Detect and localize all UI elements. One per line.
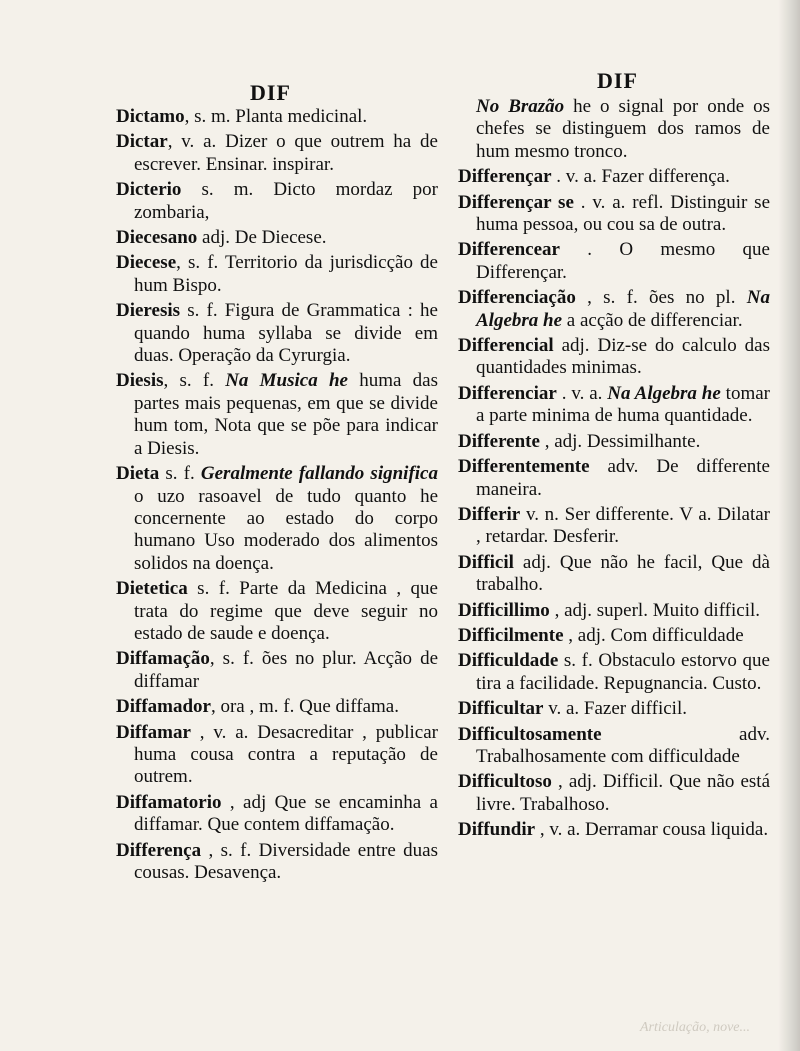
entry-definition: , s. f. ões no plur. Acção de diffamar [134,648,438,692]
entry-headword: Diffamatorio [116,791,222,813]
entry-headword: Differençar [458,166,552,188]
dictionary-entry [458,456,770,501]
entry-headword: Dieresis [116,300,181,322]
entry-definition: adv. De differente maneira. [476,456,770,500]
entry-headword: Differenciar [458,382,557,404]
dictionary-entry [116,370,438,460]
entry-definition: , adj. Difficil. Que não está livre. Trabalhoso. [476,771,770,815]
entry-headword: Diecese [116,252,177,274]
left-running-head: DIF [250,80,291,105]
entry-headword: Differenciação [458,287,576,309]
entry-grammar: , s. f. ões no pl. [575,287,747,309]
left-column [116,106,438,887]
dictionary-entry [116,131,438,176]
entry-definition: , v. a. Desacreditar , publicar huma cousa contra a reputação de outrem. [134,721,438,788]
entry-headword: Difficuldade [458,650,559,672]
entry-headword: Difficultosamente [458,723,602,745]
entry-definition: , s. f. Diversidade entre duas cousas. Desavença. [134,839,438,883]
entry-headword: Difficilmente [458,624,564,646]
entry-definition: s. m. Dicto mordaz por zombaria, [134,179,438,223]
entry-italic-gloss: Geralmente fallando significa [200,463,438,485]
dictionary-entry [458,625,770,647]
entry-definition: s. f. Figura de Grammatica : he quando huma syllaba se divide em duas. Operação da Cyrurgia. [134,300,438,367]
dictionary-entry [458,166,770,188]
entry-grammar: . v. a. [556,382,608,404]
entry-headword: Diffamação [116,648,210,670]
dictionary-entry [458,600,770,622]
page-gutter-shadow [778,0,800,1051]
entry-headword: Dieta [116,463,160,485]
entry-headword: Diffamar [116,721,191,743]
entry-headword: Differencear [458,239,560,261]
entry-headword: Diffamador [116,696,211,718]
entry-headword: Differença [116,839,202,861]
dictionary-entry [116,463,438,575]
dictionary-entry [458,383,770,428]
entry-italic-gloss: Na Musica he [225,370,348,392]
entry-headword: Difficillimo [458,599,550,621]
entry-definition: , v. a. Dizer o que outrem ha de escrever. Ensinar. inspirar. [134,131,438,175]
entry-grammar: , s. f. [163,370,226,392]
entry-definition: , v. a. Derramar cousa liquida. [535,819,769,841]
entry-definition: adj. Diz-se do calculo das quantidades minimas. [476,335,770,379]
dictionary-entry [116,792,438,837]
entry-definition: v. a. Fazer difficil. [543,698,687,720]
dictionary-entry [116,300,438,367]
dictionary-entry [116,252,438,297]
entry-headword: Dicterio [116,179,182,201]
dictionary-entry [458,335,770,380]
entry-definition: . v. a. refl. Distinguir se huma pessoa, ou cou sa de outra. [476,191,770,236]
dictionary-entry [116,227,438,249]
entry-headword: Difficultoso [458,771,552,793]
entry-definition: . O mesmo que Differençar. [476,239,770,283]
dictionary-entry [458,96,770,163]
entry-definition: , ora , m. f. Que diffama. [210,696,399,718]
entry-definition: he o signal por onde os chefes se distinguem dos ramos de hum mesmo tronco. [476,96,770,162]
entry-definition: , adj Que se encaminha a diffamar. Que contem diffamação. [134,791,438,836]
entry-headword: Differentemente [458,456,590,478]
entry-definition: adj. Que não he facil, Que dà trabalho. [476,551,770,596]
dictionary-entry [458,771,770,816]
right-running-head: DIF [597,68,638,93]
dictionary-entry [116,106,438,128]
entry-definition: v. n. Ser differente. V a. Dilatar , retardar. Desferir. [476,503,770,548]
entry-italic-gloss: Na Algebra he [476,287,770,331]
entry-headword: Differir [458,503,521,525]
dictionary-entry [458,287,770,332]
entry-headword: Dictamo [116,106,185,127]
entry-headword: Differente [458,430,540,452]
entry-definition: adj. De Diecese. [197,227,327,249]
bleed-through-text: Articulação, nove... [640,1020,751,1035]
dictionary-entry [116,722,438,789]
entry-definition: . v. a. Fazer differença. [551,166,730,188]
entry-definition: a acção de differenciar. [562,309,743,331]
entry-definition: o uzo rasoavel de tudo quanto he concernente ao estado do corpo humano Uso moderado dos alimentos solidos na doença. [134,485,438,574]
entry-headword: Diecesano [116,227,198,249]
entry-headword: Diesis [116,370,164,392]
entry-definition: adv. Trabalhosamente com difficuldade [476,723,770,767]
dictionary-entry [458,650,770,695]
entry-headword: Differencial [458,335,554,357]
entry-headword: Differençar se [458,191,574,213]
entry-definition: , adj. superl. Muito difficil. [549,599,761,621]
entry-headword: Difficil [458,551,514,573]
right-column [458,96,770,845]
dictionary-entry [116,840,438,885]
entry-definition: s. f. Obstaculo estorvo que tira a facilidade. Repugnancia. Custo. [476,650,770,694]
dictionary-entry [116,179,438,224]
entry-definition: , s. f. Territorio da jurisdicção de hum Bispo. [134,252,438,296]
entry-italic-gloss: Na Algebra he [607,382,721,404]
entry-grammar: s. f. [159,463,201,485]
entry-headword: Dietetica [116,578,188,600]
dictionary-entry [458,431,770,453]
dictionary-entry [458,698,770,720]
entry-headword: Difficultar [458,698,544,720]
entry-definition: , adj. Com difficuldade [563,624,744,646]
entry-definition: tomar a parte minima de huma quantidade. [476,382,771,427]
entry-headword: Diffundir [458,819,536,841]
dictionary-entry [116,648,438,693]
dictionary-entry [458,504,770,549]
entry-definition: huma das partes mais pequenas, em que se divide hum tom, Nota que se põe para indicar a Diesis. [134,370,439,459]
entry-headword: Dictar [116,131,168,153]
entry-definition: , adj. Dessimilhante. [539,430,701,452]
entry-definition: , s. m. Planta medicinal. [184,106,368,127]
dictionary-entry [458,239,770,284]
dictionary-entry [458,819,770,841]
dictionary-entry [116,578,438,645]
dictionary-entry [116,696,438,718]
dictionary-entry [458,192,770,237]
entry-definition: s. f. Parte da Medicina , que trata do regime que deve seguir no estado de saude e doença. [134,578,438,644]
entry-italic-gloss: No Brazão [476,96,565,117]
dictionary-entry [458,724,770,769]
dictionary-entry [458,552,770,597]
